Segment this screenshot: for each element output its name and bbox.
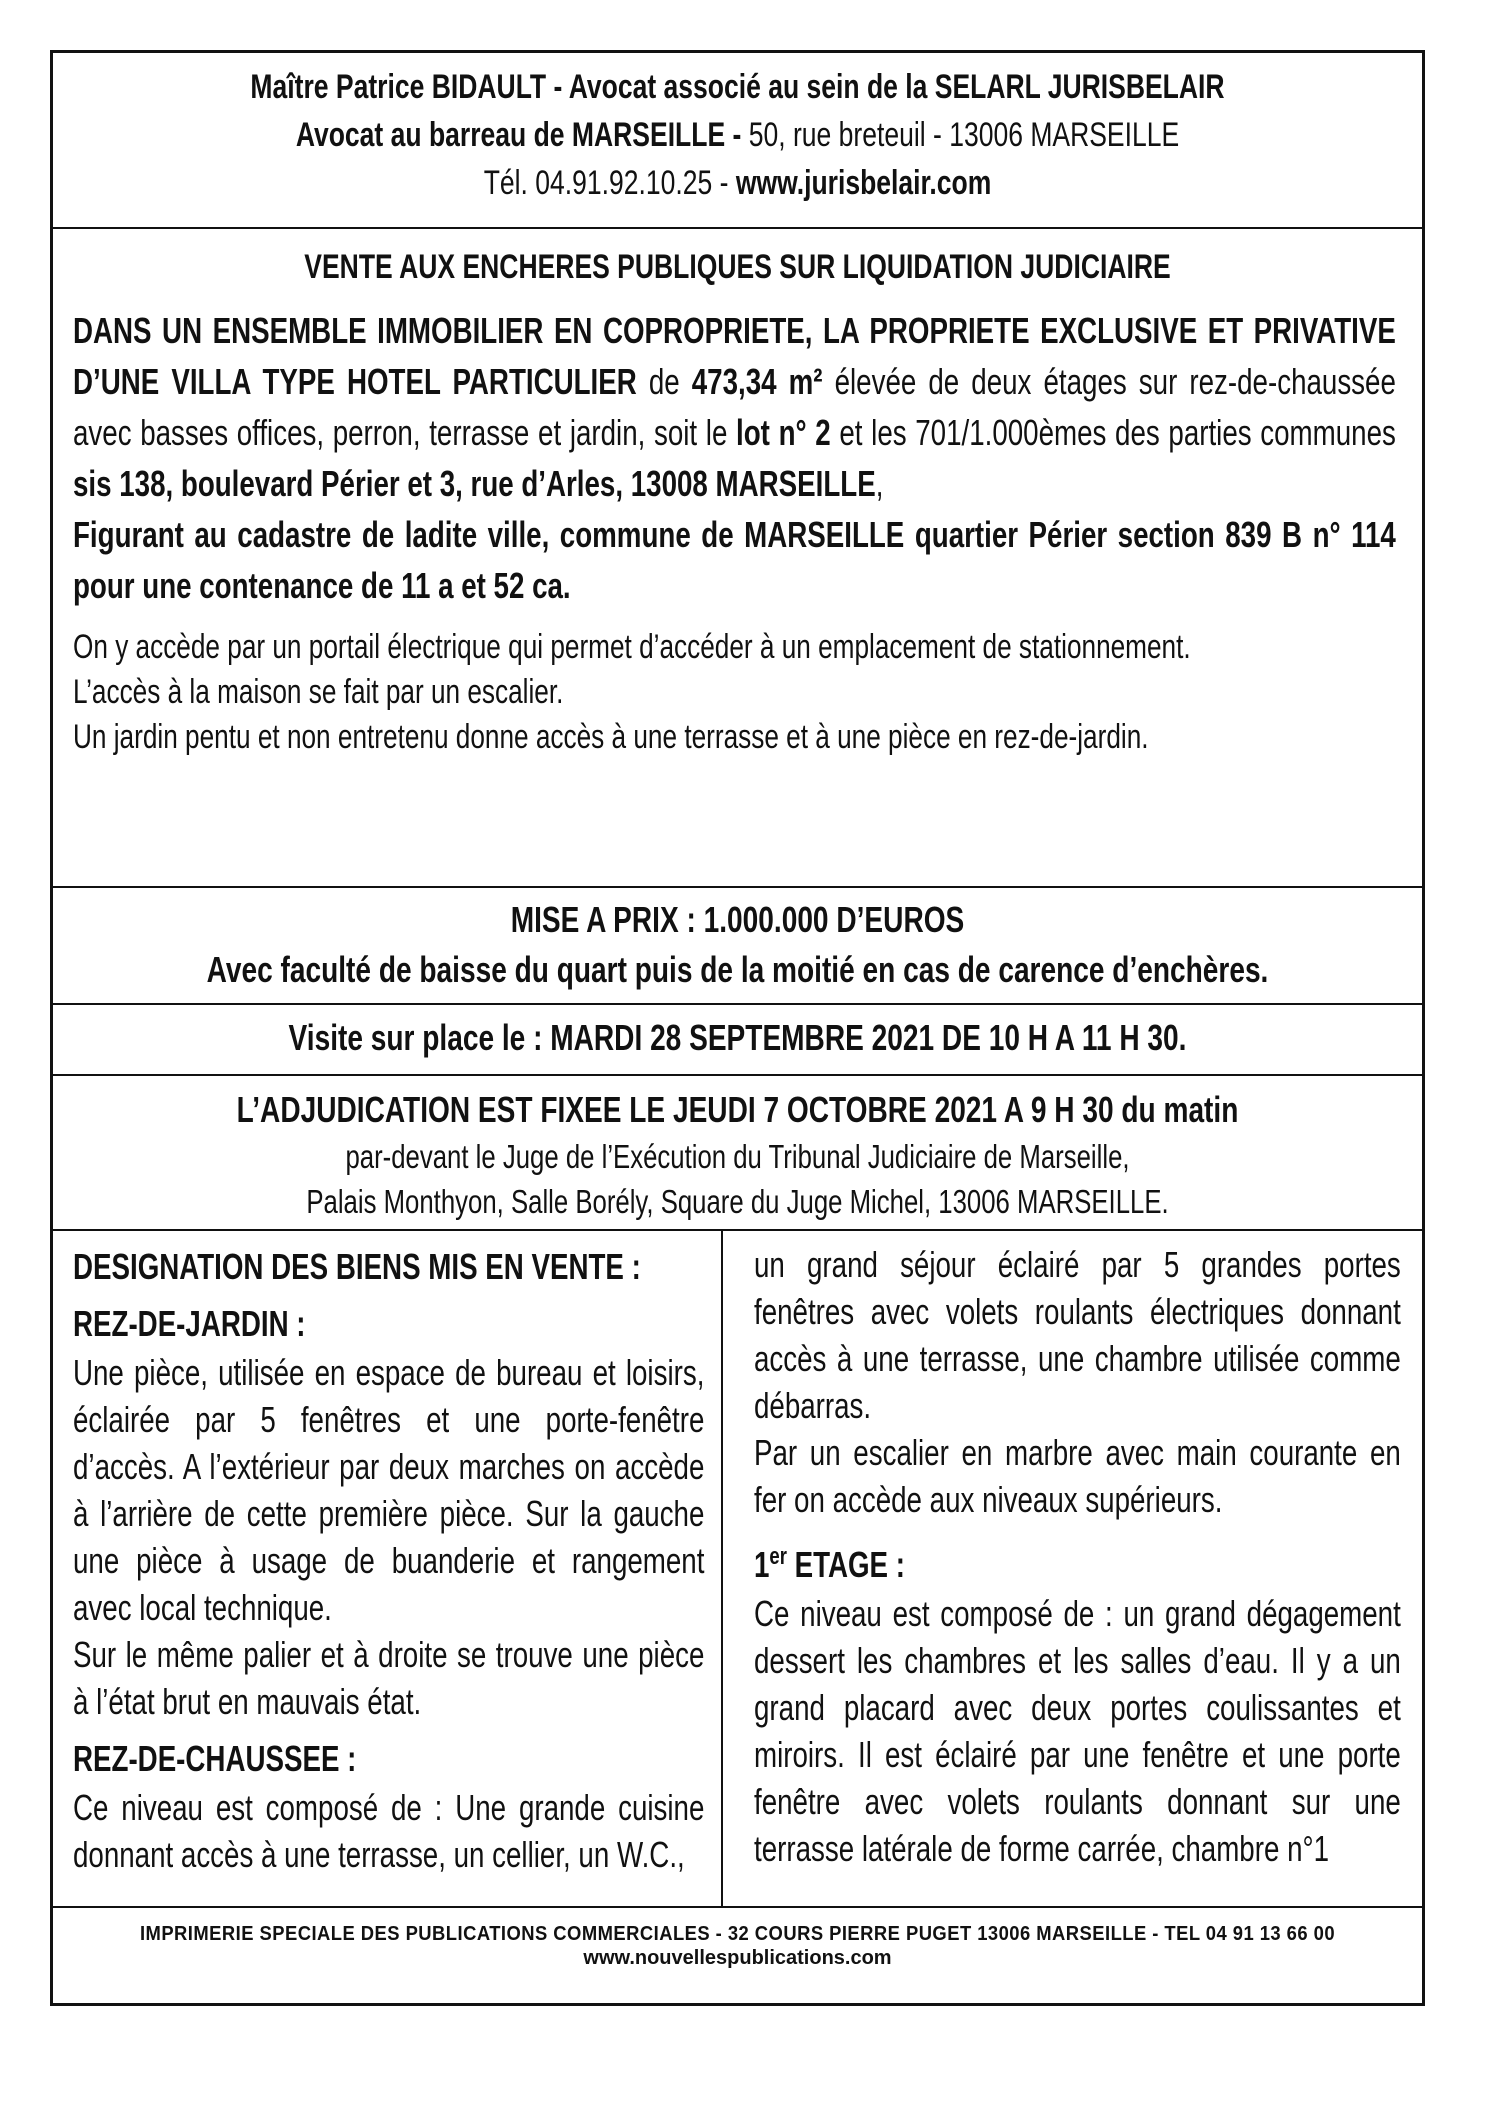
floor-number: 1 (754, 1544, 770, 1585)
address: 50, rue breteuil - 13006 MARSEILLE (741, 116, 1180, 154)
lot-number: lot n° 2 (736, 412, 831, 453)
designation-right-column (740, 1231, 1422, 1908)
price-reduction-line: Avec faculté de baisse du quart puis de la moitié en cas de carence d’enchères. (206, 949, 1269, 990)
designation-columns (53, 1231, 1422, 1908)
sale-title: VENTE AUX ENCHERES PUBLIQUES SUR LIQUIDATION JUDICIAIRE (304, 248, 1171, 286)
adjudication-info (53, 1076, 1422, 1231)
legal-notice-sheet (50, 50, 1425, 2006)
text-run: élevée de deux étages sur rez-de-chaussée avec basses offices, perron, terrasse et jardin, soit le (73, 361, 1396, 453)
rez-de-chaussee-text: Ce niveau est composé de : Une grande cuisine donnant accès à une terrasse, un cellier, un W.C., (73, 1787, 705, 1875)
designation-left-column (53, 1231, 723, 1908)
price-line: MISE A PRIX : 1.000.000 D’EUROS (510, 899, 965, 940)
property-paragraph (73, 305, 1396, 509)
property-type: DANS UN ENSEMBLE IMMOBILIER EN COPROPRIETE, LA PROPRIETE EXCLUSIVE ET PRIVATIVE D’UNE VILLA TYPE HOTEL PARTICULIER (73, 310, 1396, 402)
staircase-text: Par un escalier en marbre avec main courante en fer on accède aux niveaux supérieurs. (754, 1432, 1401, 1520)
visit-info (53, 1005, 1422, 1076)
text-run: et les 701/1.000èmes des parties communes (830, 412, 1396, 453)
access-line: On y accède par un portail électrique qui permet d’accéder à un emplacement de stationnement. (73, 628, 1191, 666)
printer-line: IMPRIMERIE SPECIALE DES PUBLICATIONS COMMERCIALES - 32 COURS PIERRE PUGET 13006 MARSEILLE - TEL 04 91 13 66 00 (139, 1923, 1336, 1945)
lawyer-address-line (204, 111, 1272, 159)
adjudication-date: L’ADJUDICATION EST FIXEE LE JEUDI 7 OCTOBRE 2021 A 9 H 30 du matin (236, 1089, 1239, 1130)
lawyer-name-line: Maître Patrice BIDAULT - Avocat associé au sein de la SELARL JURISBELAIR (250, 68, 1225, 106)
surface-area: 473,34 m² (691, 361, 823, 402)
bar-label: Avocat au barreau de MARSEILLE - (295, 116, 742, 154)
visit-line: Visite sur place le : MARDI 28 SEPTEMBRE 2021 DE 10 H A 11 H 30. (288, 1017, 1187, 1058)
access-line: Un jardin pentu et non entretenu donne accès à une terrasse et à une pièce en rez-de-jardin. (73, 718, 1149, 756)
starting-price (53, 888, 1422, 1005)
court-address: Palais Monthyon, Salle Borély, Square du Juge Michel, 13006 MARSEILLE. (306, 1183, 1169, 1220)
cadastre-paragraph: Figurant au cadastre de ladite ville, commune de MARSEILLE quartier Périer section 839 B n° 114 pour une contenance de 11 a et 52 ca. (73, 514, 1396, 606)
property-address: sis 138, boulevard Périer et 3, rue d’Arles, 13008 MARSEILLE (73, 463, 876, 504)
designation-heading: DESIGNATION DES BIENS MIS EN VENTE : (73, 1246, 641, 1287)
printer-footer (53, 1908, 1422, 1984)
rez-de-jardin-text-2: Sur le même palier et à droite se trouve une pièce à l’état brut en mauvais état. (73, 1634, 705, 1722)
first-floor-text: Ce niveau est composé de : un grand dégagement dessert les chambres et les salles d’eau. Il y a un grand placard avec deux portes coulissantes et miroirs. Il est éclairé par une fenêtre et une porte fenêtre avec volets roulants donnant sur une terrasse latérale de forme carrée, chambre n°1 (754, 1593, 1401, 1869)
rez-de-jardin-text: Une pièce, utilisée en espace de bureau et loisirs, éclairée par 5 fenêtres et une porte-fenêtre d’accès. A l’extérieur par deux marches on accède à l’arrière de cette première pièce. Sur la gauche une pièce à usage de buanderie et rangement avec local technique. (73, 1352, 705, 1628)
phone: Tél. 04.91.92.10.25 - (483, 164, 736, 202)
printer-website-link[interactable]: www.nouvellespublications.com (583, 1947, 892, 1969)
lawyer-contact-line (204, 159, 1272, 207)
floor-ordinal: er (769, 1543, 787, 1570)
rez-de-chaussee-heading: REZ-DE-CHAUSSEE : (73, 1738, 357, 1779)
first-floor-heading (754, 1541, 1401, 1588)
website-link[interactable]: www.jurisbelair.com (735, 164, 992, 202)
floor-label: ETAGE : (786, 1544, 905, 1585)
property-text (73, 305, 1396, 611)
text-run: , (875, 463, 884, 504)
access-paragraph (73, 625, 1396, 760)
rez-de-jardin-heading: REZ-DE-JARDIN : (73, 1303, 306, 1344)
lawyer-header (53, 53, 1422, 229)
court-line: par-devant le Juge de l’Exécution du Tribunal Judiciaire de Marseille, (345, 1138, 1130, 1175)
access-line: L’accès à la maison se fait par un escalier. (73, 673, 564, 711)
sejour-text: un grand séjour éclairé par 5 grandes portes fenêtres avec volets roulants électriques donnant accès à une terrasse, une chambre utilisée comme débarras. (754, 1244, 1401, 1426)
property-description (53, 229, 1422, 888)
text-run: de (636, 361, 692, 402)
